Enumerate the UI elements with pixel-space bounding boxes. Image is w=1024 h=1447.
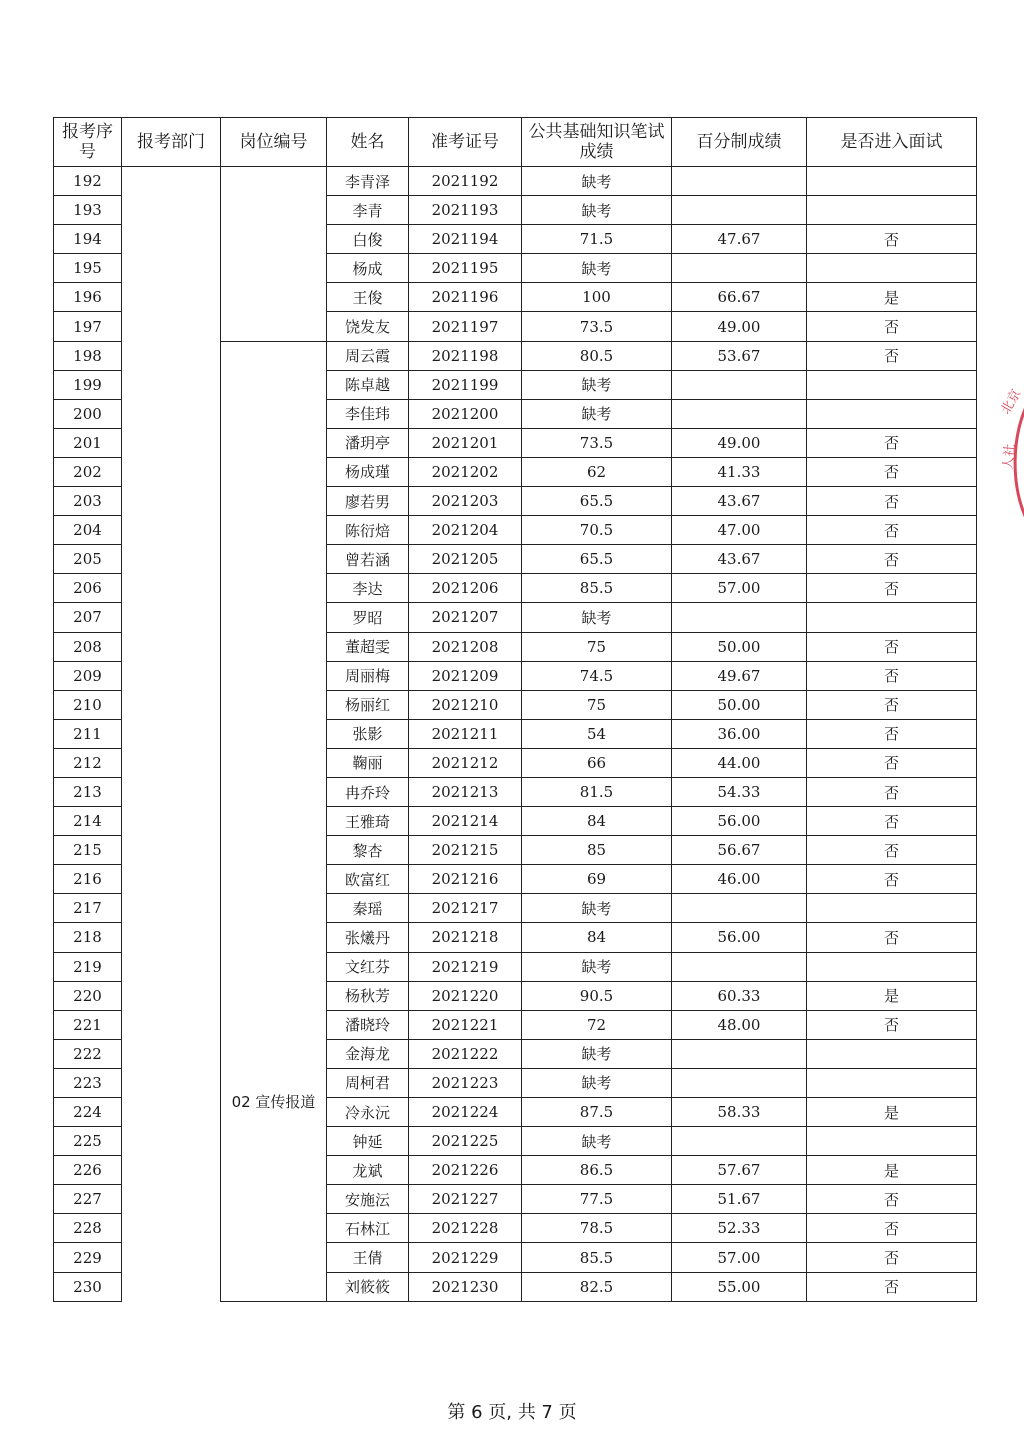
seq-cell: 225 xyxy=(54,1127,122,1156)
percent-score-cell: 49.67 xyxy=(672,661,807,690)
seq-cell: 212 xyxy=(54,748,122,777)
interview-cell: 否 xyxy=(807,1010,977,1039)
percent-score-cell: 47.00 xyxy=(672,516,807,545)
seq-cell: 205 xyxy=(54,545,122,574)
written-score-cell: 缺考 xyxy=(522,603,672,632)
name-cell: 冷永沅 xyxy=(327,1098,409,1127)
svg-text:人社: 人社 xyxy=(1001,443,1019,471)
name-cell: 李青 xyxy=(327,196,409,225)
ticket-cell: 2021200 xyxy=(409,399,522,428)
name-cell: 廖若男 xyxy=(327,487,409,516)
interview-cell xyxy=(807,1039,977,1068)
interview-cell: 否 xyxy=(807,923,977,952)
percent-score-cell xyxy=(672,167,807,196)
ticket-cell: 2021204 xyxy=(409,516,522,545)
interview-cell: 是 xyxy=(807,1098,977,1127)
seq-cell: 224 xyxy=(54,1098,122,1127)
header-name: 姓名 xyxy=(327,118,409,167)
interview-cell: 是 xyxy=(807,283,977,312)
name-cell: 鞠丽 xyxy=(327,748,409,777)
written-score-cell: 85.5 xyxy=(522,574,672,603)
svg-text:北京: 北京 xyxy=(998,386,1024,417)
ticket-cell: 2021220 xyxy=(409,981,522,1010)
interview-cell xyxy=(807,1068,977,1097)
interview-cell xyxy=(807,1127,977,1156)
percent-score-cell: 53.67 xyxy=(672,341,807,370)
header-seq: 报考序号 xyxy=(54,118,122,167)
name-cell: 刘筱筱 xyxy=(327,1272,409,1301)
name-cell: 周云霞 xyxy=(327,341,409,370)
percent-score-cell: 66.67 xyxy=(672,283,807,312)
percent-score-cell: 60.33 xyxy=(672,981,807,1010)
ticket-cell: 2021194 xyxy=(409,225,522,254)
ticket-cell: 2021216 xyxy=(409,865,522,894)
seq-cell: 202 xyxy=(54,457,122,486)
table-body xyxy=(54,167,977,1302)
interview-cell: 否 xyxy=(807,1243,977,1272)
header-percent-score: 百分制成绩 xyxy=(672,118,807,167)
name-cell: 白俊 xyxy=(327,225,409,254)
ticket-cell: 2021219 xyxy=(409,952,522,981)
ticket-cell: 2021193 xyxy=(409,196,522,225)
ticket-cell: 2021203 xyxy=(409,487,522,516)
name-cell: 董超雯 xyxy=(327,632,409,661)
written-score-cell: 80.5 xyxy=(522,341,672,370)
table-header-row xyxy=(54,118,977,167)
interview-cell xyxy=(807,167,977,196)
percent-score-cell: 58.33 xyxy=(672,1098,807,1127)
seq-cell: 200 xyxy=(54,399,122,428)
name-cell: 欧富红 xyxy=(327,865,409,894)
seq-cell: 213 xyxy=(54,777,122,806)
percent-score-cell xyxy=(672,370,807,399)
ticket-cell: 2021211 xyxy=(409,719,522,748)
interview-cell: 否 xyxy=(807,487,977,516)
written-score-cell: 缺考 xyxy=(522,254,672,283)
department-cell xyxy=(122,167,221,1302)
written-score-cell: 缺考 xyxy=(522,196,672,225)
score-table xyxy=(53,117,977,1302)
written-score-cell: 75 xyxy=(522,632,672,661)
percent-score-cell: 56.00 xyxy=(672,807,807,836)
name-cell: 杨秋芳 xyxy=(327,981,409,1010)
written-score-cell: 81.5 xyxy=(522,777,672,806)
seq-cell: 227 xyxy=(54,1185,122,1214)
written-score-cell: 84 xyxy=(522,923,672,952)
ticket-cell: 2021205 xyxy=(409,545,522,574)
header-written-score: 公共基础知识笔试成绩 xyxy=(522,118,672,167)
written-score-cell: 86.5 xyxy=(522,1156,672,1185)
interview-cell: 否 xyxy=(807,341,977,370)
percent-score-cell: 50.00 xyxy=(672,632,807,661)
interview-cell: 否 xyxy=(807,1185,977,1214)
name-cell: 陈卓越 xyxy=(327,370,409,399)
seq-cell: 195 xyxy=(54,254,122,283)
ticket-cell: 2021217 xyxy=(409,894,522,923)
written-score-cell: 缺考 xyxy=(522,1068,672,1097)
name-cell: 钟延 xyxy=(327,1127,409,1156)
seq-cell: 223 xyxy=(54,1068,122,1097)
ticket-cell: 2021202 xyxy=(409,457,522,486)
written-score-cell: 73.5 xyxy=(522,312,672,341)
ticket-cell: 2021209 xyxy=(409,661,522,690)
header-position: 岗位编号 xyxy=(221,118,327,167)
ticket-cell: 2021225 xyxy=(409,1127,522,1156)
seq-cell: 206 xyxy=(54,574,122,603)
written-score-cell: 78.5 xyxy=(522,1214,672,1243)
interview-cell xyxy=(807,894,977,923)
ticket-cell: 2021226 xyxy=(409,1156,522,1185)
percent-score-cell: 50.00 xyxy=(672,690,807,719)
name-cell: 杨成瑾 xyxy=(327,457,409,486)
percent-score-cell xyxy=(672,1127,807,1156)
percent-score-cell: 56.00 xyxy=(672,923,807,952)
seq-cell: 226 xyxy=(54,1156,122,1185)
interview-cell xyxy=(807,254,977,283)
written-score-cell: 85 xyxy=(522,836,672,865)
ticket-cell: 2021228 xyxy=(409,1214,522,1243)
interview-cell: 否 xyxy=(807,632,977,661)
interview-cell: 否 xyxy=(807,457,977,486)
interview-cell: 否 xyxy=(807,748,977,777)
ticket-cell: 2021201 xyxy=(409,428,522,457)
ticket-cell: 2021199 xyxy=(409,370,522,399)
official-seal-stamp xyxy=(990,355,1024,565)
seq-cell: 216 xyxy=(54,865,122,894)
written-score-cell: 缺考 xyxy=(522,894,672,923)
interview-cell: 否 xyxy=(807,574,977,603)
percent-score-cell: 55.00 xyxy=(672,1272,807,1301)
interview-cell: 否 xyxy=(807,1272,977,1301)
written-score-cell: 70.5 xyxy=(522,516,672,545)
name-cell: 潘玥亭 xyxy=(327,428,409,457)
ticket-cell: 2021218 xyxy=(409,923,522,952)
written-score-cell: 缺考 xyxy=(522,370,672,399)
header-ticket: 准考证号 xyxy=(409,118,522,167)
percent-score-cell xyxy=(672,1068,807,1097)
seq-cell: 204 xyxy=(54,516,122,545)
interview-cell: 否 xyxy=(807,777,977,806)
percent-score-cell: 48.00 xyxy=(672,1010,807,1039)
percent-score-cell xyxy=(672,952,807,981)
interview-cell: 否 xyxy=(807,225,977,254)
interview-cell: 否 xyxy=(807,807,977,836)
percent-score-cell: 46.00 xyxy=(672,865,807,894)
ticket-cell: 2021215 xyxy=(409,836,522,865)
interview-cell xyxy=(807,399,977,428)
percent-score-cell: 49.00 xyxy=(672,428,807,457)
ticket-cell: 2021195 xyxy=(409,254,522,283)
percent-score-cell: 52.33 xyxy=(672,1214,807,1243)
percent-score-cell: 41.33 xyxy=(672,457,807,486)
seq-cell: 217 xyxy=(54,894,122,923)
interview-cell: 否 xyxy=(807,719,977,748)
name-cell: 张影 xyxy=(327,719,409,748)
ticket-cell: 2021197 xyxy=(409,312,522,341)
written-score-cell: 66 xyxy=(522,748,672,777)
written-score-cell: 73.5 xyxy=(522,428,672,457)
ticket-cell: 2021192 xyxy=(409,167,522,196)
written-score-cell: 71.5 xyxy=(522,225,672,254)
interview-cell: 否 xyxy=(807,428,977,457)
interview-cell xyxy=(807,370,977,399)
ticket-cell: 2021227 xyxy=(409,1185,522,1214)
written-score-cell: 100 xyxy=(522,283,672,312)
seq-cell: 194 xyxy=(54,225,122,254)
name-cell: 李达 xyxy=(327,574,409,603)
seq-cell: 220 xyxy=(54,981,122,1010)
name-cell: 李青泽 xyxy=(327,167,409,196)
percent-score-cell: 57.67 xyxy=(672,1156,807,1185)
seq-cell: 219 xyxy=(54,952,122,981)
name-cell: 罗昭 xyxy=(327,603,409,632)
ticket-cell: 2021206 xyxy=(409,574,522,603)
name-cell: 潘晓玲 xyxy=(327,1010,409,1039)
interview-cell: 否 xyxy=(807,690,977,719)
written-score-cell: 74.5 xyxy=(522,661,672,690)
percent-score-cell: 43.67 xyxy=(672,545,807,574)
ticket-cell: 2021214 xyxy=(409,807,522,836)
interview-cell: 是 xyxy=(807,981,977,1010)
position-cell xyxy=(221,167,327,342)
name-cell: 杨成 xyxy=(327,254,409,283)
written-score-cell: 84 xyxy=(522,807,672,836)
percent-score-cell xyxy=(672,196,807,225)
seq-cell: 228 xyxy=(54,1214,122,1243)
header-department: 报考部门 xyxy=(122,118,221,167)
percent-score-cell: 51.67 xyxy=(672,1185,807,1214)
name-cell: 黎杏 xyxy=(327,836,409,865)
written-score-cell: 缺考 xyxy=(522,1127,672,1156)
seq-cell: 203 xyxy=(54,487,122,516)
position-cell: 02 宣传报道 xyxy=(221,341,327,1301)
seq-cell: 209 xyxy=(54,661,122,690)
seq-cell: 207 xyxy=(54,603,122,632)
name-cell: 秦瑶 xyxy=(327,894,409,923)
written-score-cell: 77.5 xyxy=(522,1185,672,1214)
interview-cell xyxy=(807,196,977,225)
name-cell: 王倩 xyxy=(327,1243,409,1272)
name-cell: 王俊 xyxy=(327,283,409,312)
seq-cell: 211 xyxy=(54,719,122,748)
name-cell: 李佳玮 xyxy=(327,399,409,428)
ticket-cell: 2021196 xyxy=(409,283,522,312)
ticket-cell: 2021224 xyxy=(409,1098,522,1127)
name-cell: 冉乔玲 xyxy=(327,777,409,806)
seq-cell: 201 xyxy=(54,428,122,457)
written-score-cell: 87.5 xyxy=(522,1098,672,1127)
seq-cell: 193 xyxy=(54,196,122,225)
name-cell: 石林江 xyxy=(327,1214,409,1243)
page-number: 第 6 页, 共 7 页 xyxy=(447,1402,577,1423)
written-score-cell: 75 xyxy=(522,690,672,719)
percent-score-cell: 57.00 xyxy=(672,574,807,603)
name-cell: 王雅琦 xyxy=(327,807,409,836)
seq-cell: 210 xyxy=(54,690,122,719)
percent-score-cell xyxy=(672,603,807,632)
ticket-cell: 2021207 xyxy=(409,603,522,632)
written-score-cell: 缺考 xyxy=(522,952,672,981)
seq-cell: 215 xyxy=(54,836,122,865)
header-interview: 是否进入面试 xyxy=(807,118,977,167)
ticket-cell: 2021198 xyxy=(409,341,522,370)
written-score-cell: 65.5 xyxy=(522,487,672,516)
written-score-cell: 72 xyxy=(522,1010,672,1039)
percent-score-cell xyxy=(672,399,807,428)
ticket-cell: 2021221 xyxy=(409,1010,522,1039)
name-cell: 周柯君 xyxy=(327,1068,409,1097)
name-cell: 龙斌 xyxy=(327,1156,409,1185)
seq-cell: 230 xyxy=(54,1272,122,1301)
percent-score-cell: 49.00 xyxy=(672,312,807,341)
written-score-cell: 90.5 xyxy=(522,981,672,1010)
seq-cell: 197 xyxy=(54,312,122,341)
ticket-cell: 2021208 xyxy=(409,632,522,661)
ticket-cell: 2021222 xyxy=(409,1039,522,1068)
name-cell: 陈衍焙 xyxy=(327,516,409,545)
interview-cell: 否 xyxy=(807,661,977,690)
seq-cell: 192 xyxy=(54,167,122,196)
written-score-cell: 62 xyxy=(522,457,672,486)
interview-cell xyxy=(807,952,977,981)
written-score-cell: 65.5 xyxy=(522,545,672,574)
interview-cell: 否 xyxy=(807,516,977,545)
name-cell: 曾若涵 xyxy=(327,545,409,574)
seq-cell: 199 xyxy=(54,370,122,399)
percent-score-cell: 57.00 xyxy=(672,1243,807,1272)
written-score-cell: 54 xyxy=(522,719,672,748)
written-score-cell: 82.5 xyxy=(522,1272,672,1301)
seq-cell: 222 xyxy=(54,1039,122,1068)
ticket-cell: 2021210 xyxy=(409,690,522,719)
written-score-cell: 缺考 xyxy=(522,399,672,428)
percent-score-cell: 54.33 xyxy=(672,777,807,806)
interview-cell: 否 xyxy=(807,312,977,341)
seq-cell: 196 xyxy=(54,283,122,312)
percent-score-cell xyxy=(672,894,807,923)
percent-score-cell: 43.67 xyxy=(672,487,807,516)
ticket-cell: 2021223 xyxy=(409,1068,522,1097)
seq-cell: 198 xyxy=(54,341,122,370)
percent-score-cell: 44.00 xyxy=(672,748,807,777)
seq-cell: 218 xyxy=(54,923,122,952)
interview-cell: 否 xyxy=(807,865,977,894)
percent-score-cell: 36.00 xyxy=(672,719,807,748)
seq-cell: 208 xyxy=(54,632,122,661)
seq-cell: 214 xyxy=(54,807,122,836)
written-score-cell: 缺考 xyxy=(522,167,672,196)
name-cell: 文红芬 xyxy=(327,952,409,981)
ticket-cell: 2021212 xyxy=(409,748,522,777)
interview-cell: 否 xyxy=(807,836,977,865)
name-cell: 周丽梅 xyxy=(327,661,409,690)
written-score-cell: 85.5 xyxy=(522,1243,672,1272)
ticket-cell: 2021230 xyxy=(409,1272,522,1301)
interview-cell: 是 xyxy=(807,1156,977,1185)
seq-cell: 221 xyxy=(54,1010,122,1039)
interview-cell: 否 xyxy=(807,1214,977,1243)
percent-score-cell xyxy=(672,254,807,283)
name-cell: 安施沄 xyxy=(327,1185,409,1214)
percent-score-cell xyxy=(672,1039,807,1068)
seq-cell: 229 xyxy=(54,1243,122,1272)
ticket-cell: 2021213 xyxy=(409,777,522,806)
name-cell: 饶发友 xyxy=(327,312,409,341)
written-score-cell: 69 xyxy=(522,865,672,894)
ticket-cell: 2021229 xyxy=(409,1243,522,1272)
name-cell: 金海龙 xyxy=(327,1039,409,1068)
percent-score-cell: 56.67 xyxy=(672,836,807,865)
interview-cell: 否 xyxy=(807,545,977,574)
written-score-cell: 缺考 xyxy=(522,1039,672,1068)
interview-cell xyxy=(807,603,977,632)
name-cell: 张爔丹 xyxy=(327,923,409,952)
name-cell: 杨丽红 xyxy=(327,690,409,719)
table-row xyxy=(54,167,977,196)
percent-score-cell: 47.67 xyxy=(672,225,807,254)
